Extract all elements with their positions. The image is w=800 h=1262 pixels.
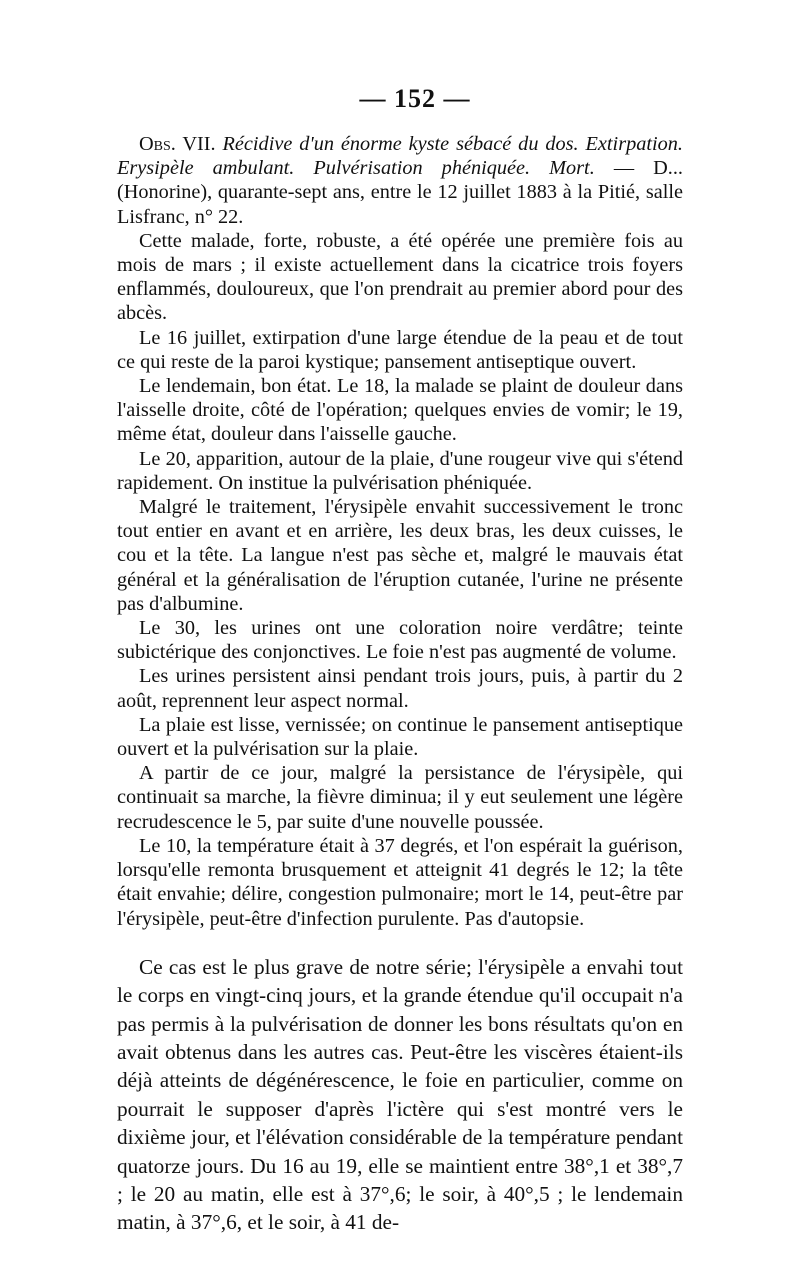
observation-paragraph: Le lendemain, bon état. Le 18, la malade se plaint de douleur dans l'aisselle droite, côté de l'opération; quelques envies de vomir; le 19, même état, douleur dans l'aisselle gauche. xyxy=(117,375,683,446)
observation-heading-paragraph xyxy=(117,132,683,229)
observation-paragraph: Le 30, les urines ont une coloration noire verdâtre; teinte subictérique des conjonctives. Le foie n'est pas augmenté de volume. xyxy=(117,617,683,664)
book-page xyxy=(117,84,683,1237)
page-number: — 152 — xyxy=(359,84,471,113)
observation-intro: — D... (Honorine), quarante-sept ans, entre le 12 juillet 1883 à la Pitié, salle Lisfranc, n° 22. xyxy=(117,157,683,228)
observation-paragraph: Cette malade, forte, robuste, a été opérée une première fois au mois de mars ; il existe actuellement dans la cicatrice trois foyers enflammés, douloureux, que l'on prendrait au premier abord pour des abcès. xyxy=(117,229,683,325)
commentary-paragraph: Ce cas est le plus grave de notre série; l'érysipèle a envahi tout le corps en vingt-cinq jours, et la grande étendue qu'il occupait n'a pas permis à la pulvérisation de donner les bons résultats qu'on en avait obtenus dans les autres cas. Peut-être les viscères étaient-ils déjà atteints de dégénérescence, le foie en particulier, comme on pourrait le supposer d'après l'ictère qui s'est montré vers le dixième jour, et l'élévation considérable de la température pendant quatorze jours. Du 16 au 19, elle se maintient entre 38°,1 et 38°,7 ; le 20 au matin, elle est à 37°,6; le soir, à 40°,5 ; le lendemain matin, à 37°,6, et le soir, à 41 de- xyxy=(117,954,683,1235)
observation-paragraph: La plaie est lisse, vernissée; on continue le pansement antiseptique ouvert et la pulvérisation sur la plaie. xyxy=(117,713,683,761)
observation-paragraph: Le 16 juillet, extirpation d'une large étendue de la peau et de tout ce qui reste de la paroi kystique; pansement antiseptique ouvert. xyxy=(117,326,683,373)
observation-section xyxy=(117,132,683,931)
observation-paragraph: Le 20, apparition, autour de la plaie, d'une rougeur vive qui s'étend rapidement. On institue la pulvérisation phéniquée. xyxy=(117,447,683,494)
observation-title: Récidive d'un énorme kyste sébacé du dos. Extirpation. Erysipèle ambulant. Pulvérisation phéniquée. Mort. xyxy=(117,133,683,180)
observation-label: Obs. VII. xyxy=(139,133,216,155)
observation-paragraph: Les urines persistent ainsi pendant trois jours, puis, à partir du 2 août, reprennent leur aspect normal. xyxy=(117,665,683,712)
observation-paragraph: Malgré le traitement, l'érysipèle envahit successivement le tronc tout entier en avant et en arrière, les deux bras, les deux cuisses, le cou et la tête. La langue n'est pas sèche et, malgré le mauvais état général et la généralisation de l'éruption cutanée, l'urine ne présente pas d'albumine. xyxy=(117,496,683,615)
commentary-section xyxy=(117,953,683,1237)
observation-paragraph: A partir de ce jour, malgré la persistance de l'érysipèle, qui continuait sa marche, la fièvre diminua; il y eut seulement une légère recrudescence le 5, par suite d'une nouvelle poussée. xyxy=(117,762,683,833)
observation-paragraph: Le 10, la température était à 37 degrés, et l'on espérait la guérison, lorsqu'elle remonta brusquement et atteignit 41 degrés le 12; la tête était envahie; délire, congestion pulmonaire; mort le 14, peut-être par l'érysipèle, peut-être d'infection purulente. Pas d'autopsie. xyxy=(117,834,683,930)
